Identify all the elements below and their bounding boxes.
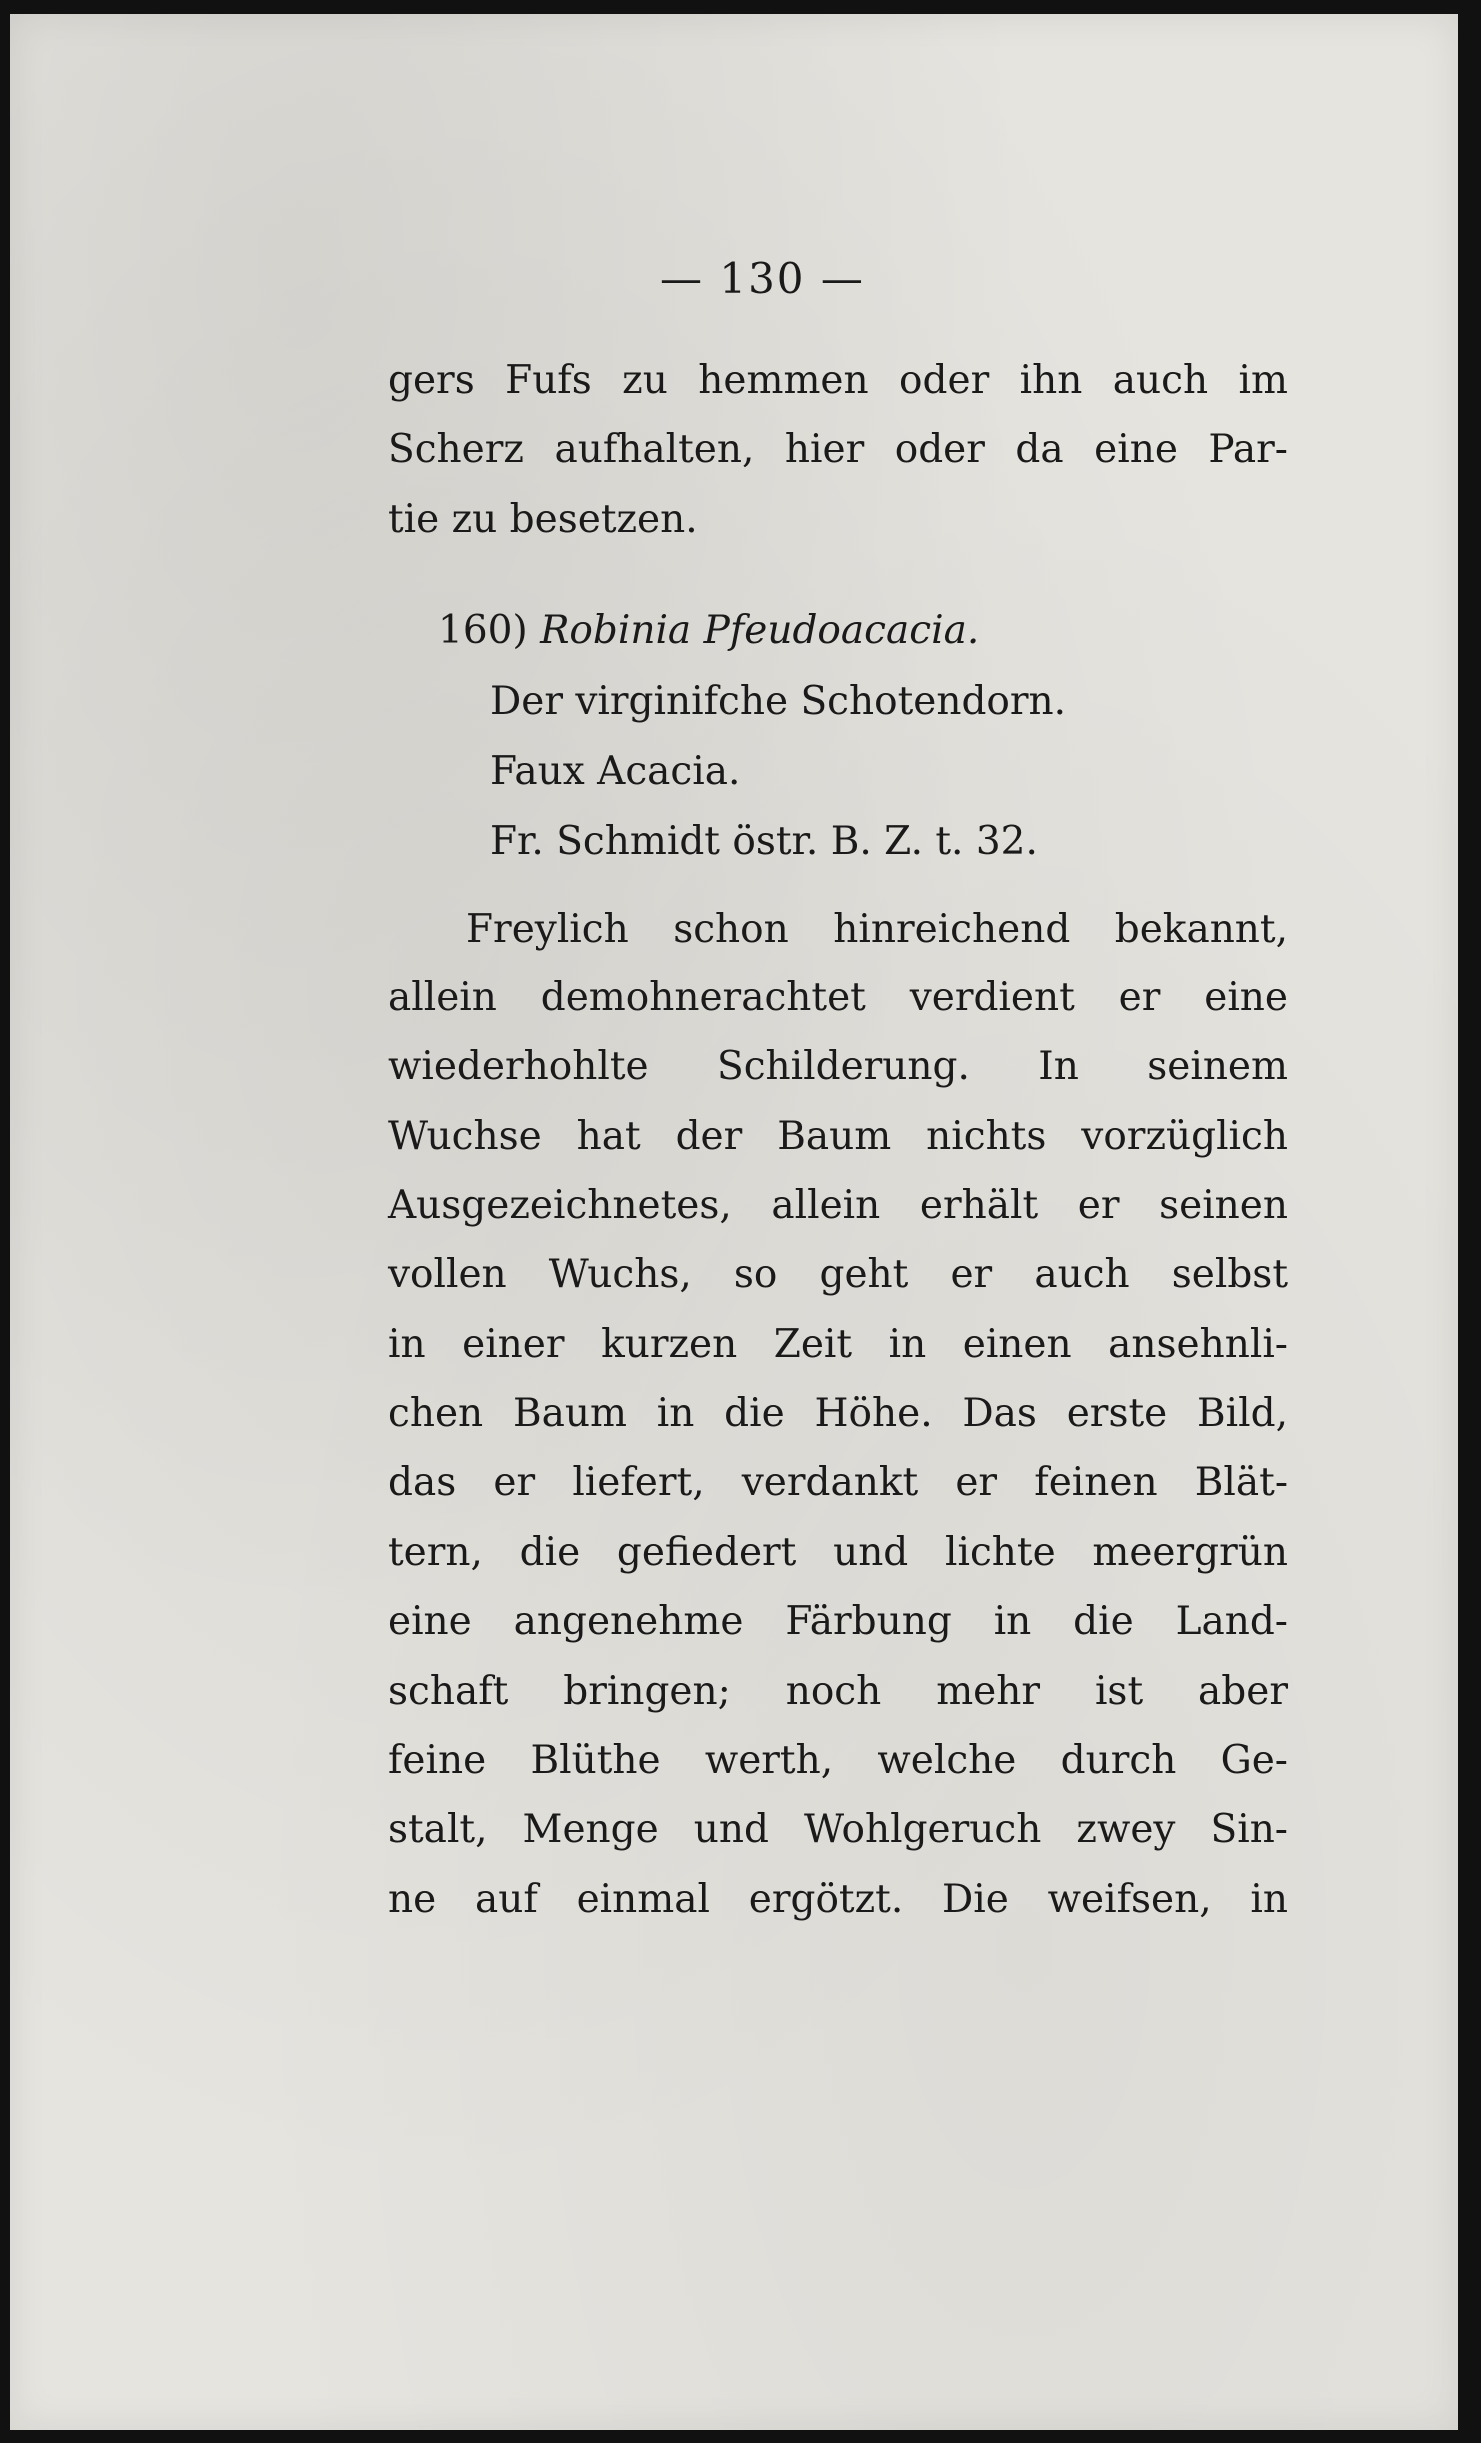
text-line: Wuchse hat der Baum nichts vorzüglich bbox=[388, 1114, 1288, 1159]
text-line: das er liefert, verdankt er feinen Blät- bbox=[388, 1460, 1288, 1505]
text-line: chen Baum in die Höhe. Das erste Bild, bbox=[388, 1391, 1288, 1436]
text-line: tern, die gefiedert und lichte meergrün bbox=[388, 1530, 1288, 1575]
entry-common-name-de: Der virginifche Schotendorn. bbox=[490, 679, 1067, 724]
text-line: in einer kurzen Zeit in einen ansehnli- bbox=[388, 1322, 1288, 1367]
text-line: gers Fufs zu hemmen oder ihn auch im bbox=[388, 358, 1288, 403]
text-line: feine Blüthe werth, welche durch Ge- bbox=[388, 1738, 1288, 1783]
entry-heading bbox=[438, 608, 980, 653]
text-line: Scherz aufhalten, hier oder da eine Par- bbox=[388, 427, 1288, 472]
text-line: eine angenehme Färbung in die Land- bbox=[388, 1599, 1288, 1644]
entry-reference: Fr. Schmidt östr. B. Z. t. 32. bbox=[490, 819, 1038, 864]
text-line: ne auf einmal ergötzt. Die weifsen, in bbox=[388, 1877, 1288, 1922]
entry-common-name-fr: Faux Acacia. bbox=[490, 749, 741, 794]
page-number-header: — 130 — bbox=[660, 254, 865, 303]
text-line: schaft bringen; noch mehr ist aber bbox=[388, 1669, 1288, 1714]
text-line: vollen Wuchs, so geht er auch selbst bbox=[388, 1252, 1288, 1297]
entry-number: 160) bbox=[438, 608, 528, 653]
scan-border bbox=[1458, 0, 1481, 2443]
text-line: tie zu besetzen. bbox=[388, 497, 698, 542]
text-line: stalt, Menge und Wohlgeruch zwey Sin- bbox=[388, 1807, 1288, 1852]
text-line: Freylich schon hinreichend bekannt, bbox=[466, 907, 1288, 952]
text-line: Ausgezeichnetes, allein erhält er seinen bbox=[388, 1183, 1288, 1228]
text-line: wiederhohlte Schilderung. In seinem bbox=[388, 1044, 1288, 1089]
entry-title: Robinia Pfeudoacacia. bbox=[540, 608, 980, 653]
text-line: allein demohnerachtet verdient er eine bbox=[388, 975, 1288, 1020]
